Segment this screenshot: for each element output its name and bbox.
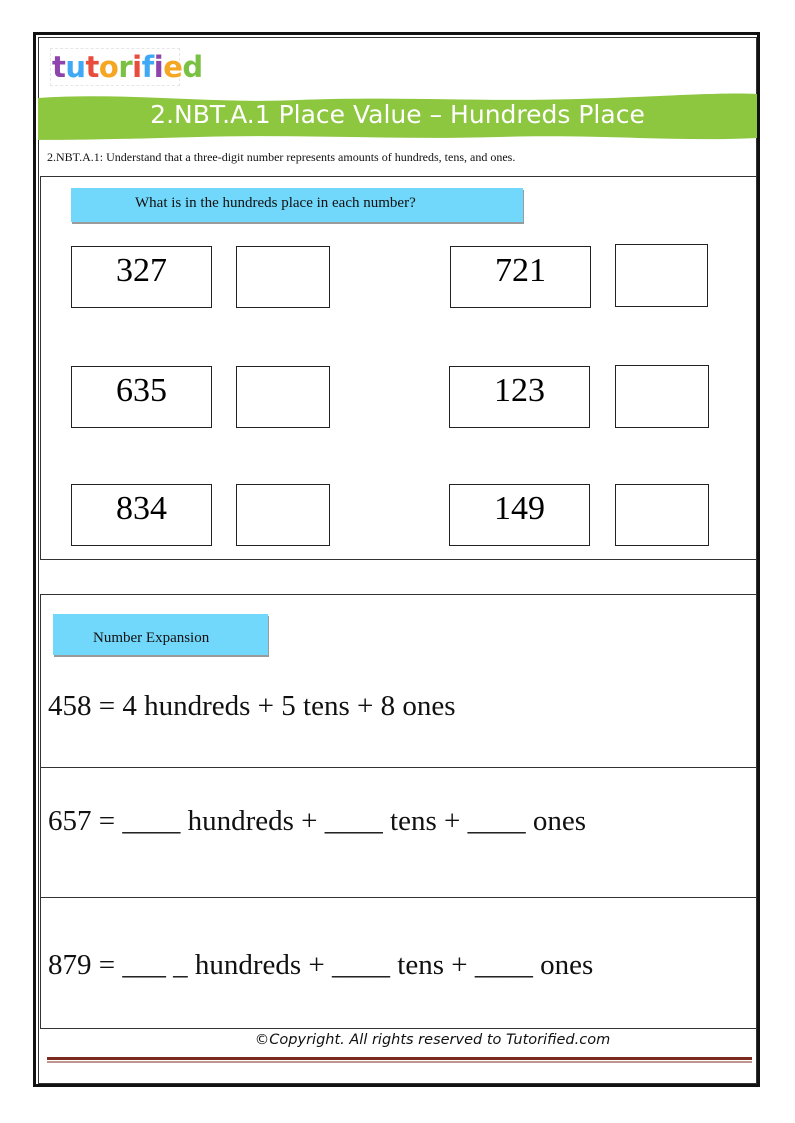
footer-rule xyxy=(47,1056,752,1064)
answer-box-327[interactable] xyxy=(236,246,330,308)
number-box-327: 327 xyxy=(71,246,212,308)
logo-letter: i xyxy=(153,50,164,84)
number-box-635: 635 xyxy=(71,366,212,428)
expansion-exercise-657[interactable]: 657 = ____ hundreds + ____ tens + ____ ones xyxy=(48,805,587,837)
logo-letter: i xyxy=(132,50,142,84)
logo-letter: f xyxy=(141,50,154,84)
answer-box-123[interactable] xyxy=(615,365,709,428)
expansion-exercise-879[interactable]: 879 = ___ _ hundreds + ____ tens + ____ ones xyxy=(48,949,594,981)
page-title: 2.NBT.A.1 Place Value – Hundreds Place xyxy=(150,100,645,129)
logo-letter: e xyxy=(163,50,183,84)
expansion-example: 458 = 4 hundreds + 5 tens + 8 ones xyxy=(48,690,456,722)
logo-letter: t xyxy=(85,50,99,84)
number-box-149: 149 xyxy=(449,484,590,546)
standard-description: 2.NBT.A.1: Understand that a three-digit number represents amounts of hundreds, tens, and ones. xyxy=(47,150,516,164)
answer-box-635[interactable] xyxy=(236,366,330,428)
logo-letter: d xyxy=(182,50,203,84)
logo-wordmark xyxy=(52,50,203,84)
answer-box-834[interactable] xyxy=(236,484,330,546)
number-expansion-label: Number Expansion xyxy=(53,614,268,655)
divider-1 xyxy=(40,767,757,768)
answer-box-721[interactable] xyxy=(615,244,708,307)
answer-box-149[interactable] xyxy=(615,484,709,546)
copyright-notice: ©Copyright. All rights reserved to Tutorified.com xyxy=(254,1032,611,1048)
hundreds-place-prompt: What is in the hundreds place in each number? xyxy=(71,188,523,222)
logo-letter: o xyxy=(98,50,119,84)
tutorified-logo xyxy=(50,48,203,86)
logo-letter: u xyxy=(65,50,86,84)
number-box-123: 123 xyxy=(449,366,590,428)
logo-letter: t xyxy=(52,50,66,84)
divider-2 xyxy=(40,897,757,898)
logo-letter: r xyxy=(118,50,133,84)
number-box-834: 834 xyxy=(71,484,212,546)
number-box-721: 721 xyxy=(450,246,591,308)
